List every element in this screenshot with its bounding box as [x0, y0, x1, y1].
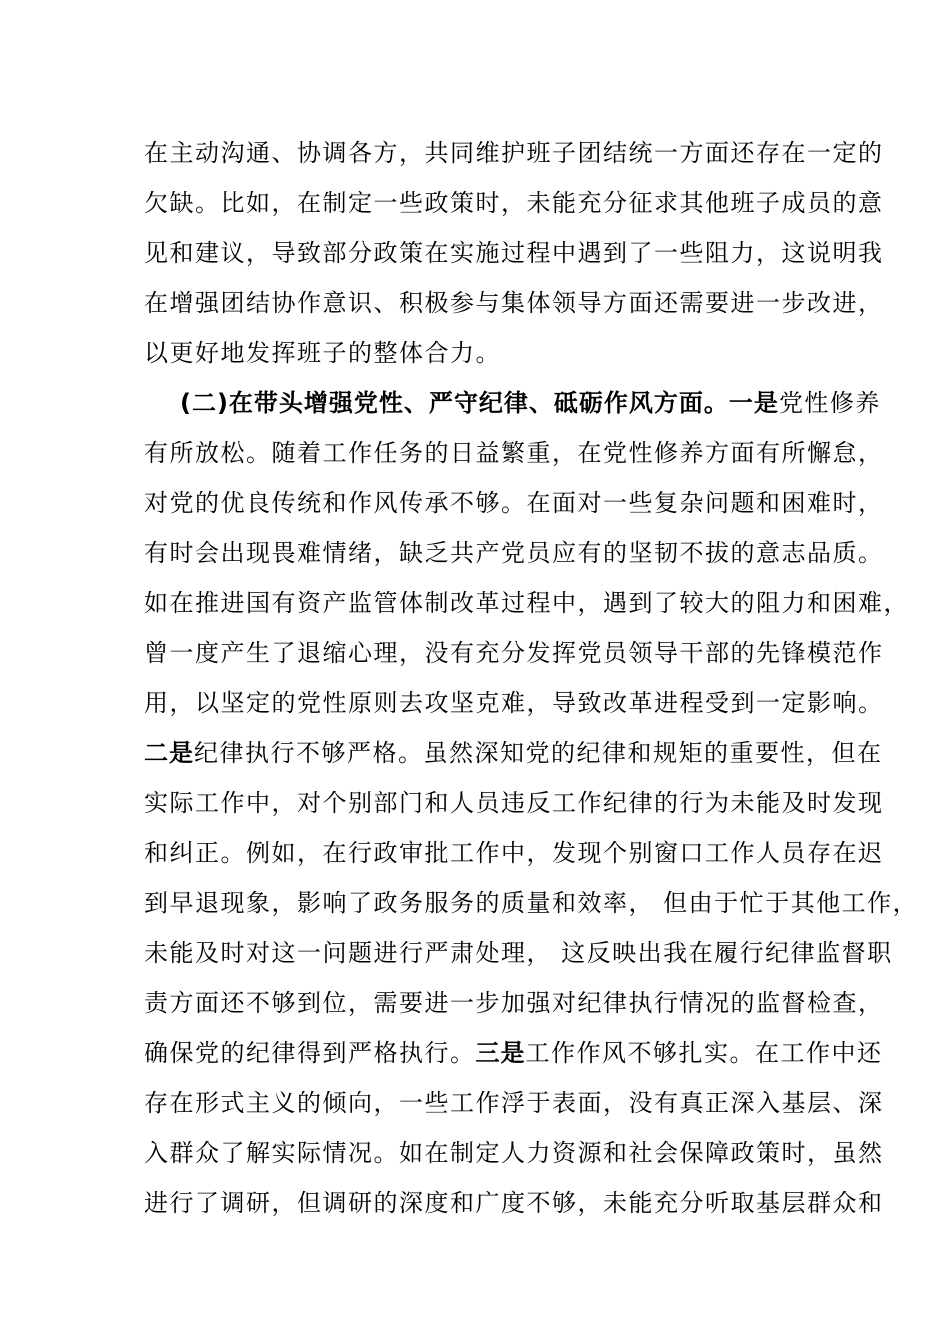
text-line: 有时会出现畏难情绪，缺乏共产党员应有的坚韧不拔的意志品质。 [144, 539, 884, 567]
text-run: 工作作风不够扎实。在工作中还 [525, 1039, 883, 1067]
text-line: 到早退现象，影响了政务服务的质量和效率， 但由于忙于其他工作， [144, 889, 919, 917]
text-line: 有所放松。随着工作任务的日益繁重，在党性修养方面有所懈怠， [144, 439, 884, 467]
text-line: 入群众了解实际情况。如在制定人力资源和社会保障政策时，虽然 [144, 1139, 884, 1167]
text-line [144, 1037, 883, 1069]
text-line: 进行了调研，但调研的深度和广度不够，未能充分听取基层群众和 [144, 1189, 884, 1217]
text-line: 责方面还不够到位，需要进一步加强对纪律执行情况的监督检查， [144, 989, 884, 1017]
section-heading-line [180, 387, 881, 419]
text-line: 见和建议，导致部分政策在实施过程中遇到了一些阻力，这说明我 [144, 239, 884, 267]
text-line: 欠缺。比如，在制定一些政策时，未能充分征求其他班子成员的意 [144, 189, 884, 217]
section-heading: (二)在带头增强党性、严守纪律、砥砺作风方面。一是 [180, 389, 779, 417]
text-line: 用，以坚定的党性原则去攻坚克难，导致改革进程受到一定影响。 [144, 689, 884, 717]
text-run: 党性修养 [778, 389, 881, 417]
text-run: 确保党的纪律得到严格执行。 [144, 1039, 476, 1067]
text-run: 纪律执行不够严格。虽然深知党的纪律和规矩的重要性，但在 [194, 739, 883, 767]
text-line: 在增强团结协作意识、积极参与集体领导方面还需要进一步改进， [144, 289, 884, 317]
text-line [144, 737, 883, 769]
text-line: 曾一度产生了退缩心理，没有充分发挥党员领导干部的先锋模范作 [144, 639, 884, 667]
text-line: 对党的优良传统和作风传承不够。在面对一些复杂问题和困难时， [144, 489, 884, 517]
text-line: 存在形式主义的倾向，一些工作浮于表面，没有真正深入基层、深 [144, 1089, 884, 1117]
text-line: 实际工作中，对个别部门和人员违反工作纪律的行为未能及时发现 [144, 789, 884, 817]
text-line: 和纠正。例如，在行政审批工作中，发现个别窗口工作人员存在迟 [144, 839, 884, 867]
text-line: 以更好地发挥班子的整体合力。 [144, 339, 501, 367]
point-label-two: 二是 [144, 739, 194, 767]
text-line: 如在推进国有资产监管体制改革过程中，遇到了较大的阻力和困难， [144, 589, 909, 617]
text-line: 在主动沟通、协调各方，共同维护班子团结统一方面还存在一定的 [144, 139, 884, 167]
text-line: 未能及时对这一问题进行严肃处理， 这反映出我在履行纪律监督职 [144, 939, 893, 967]
point-label-three: 三是 [475, 1039, 526, 1067]
